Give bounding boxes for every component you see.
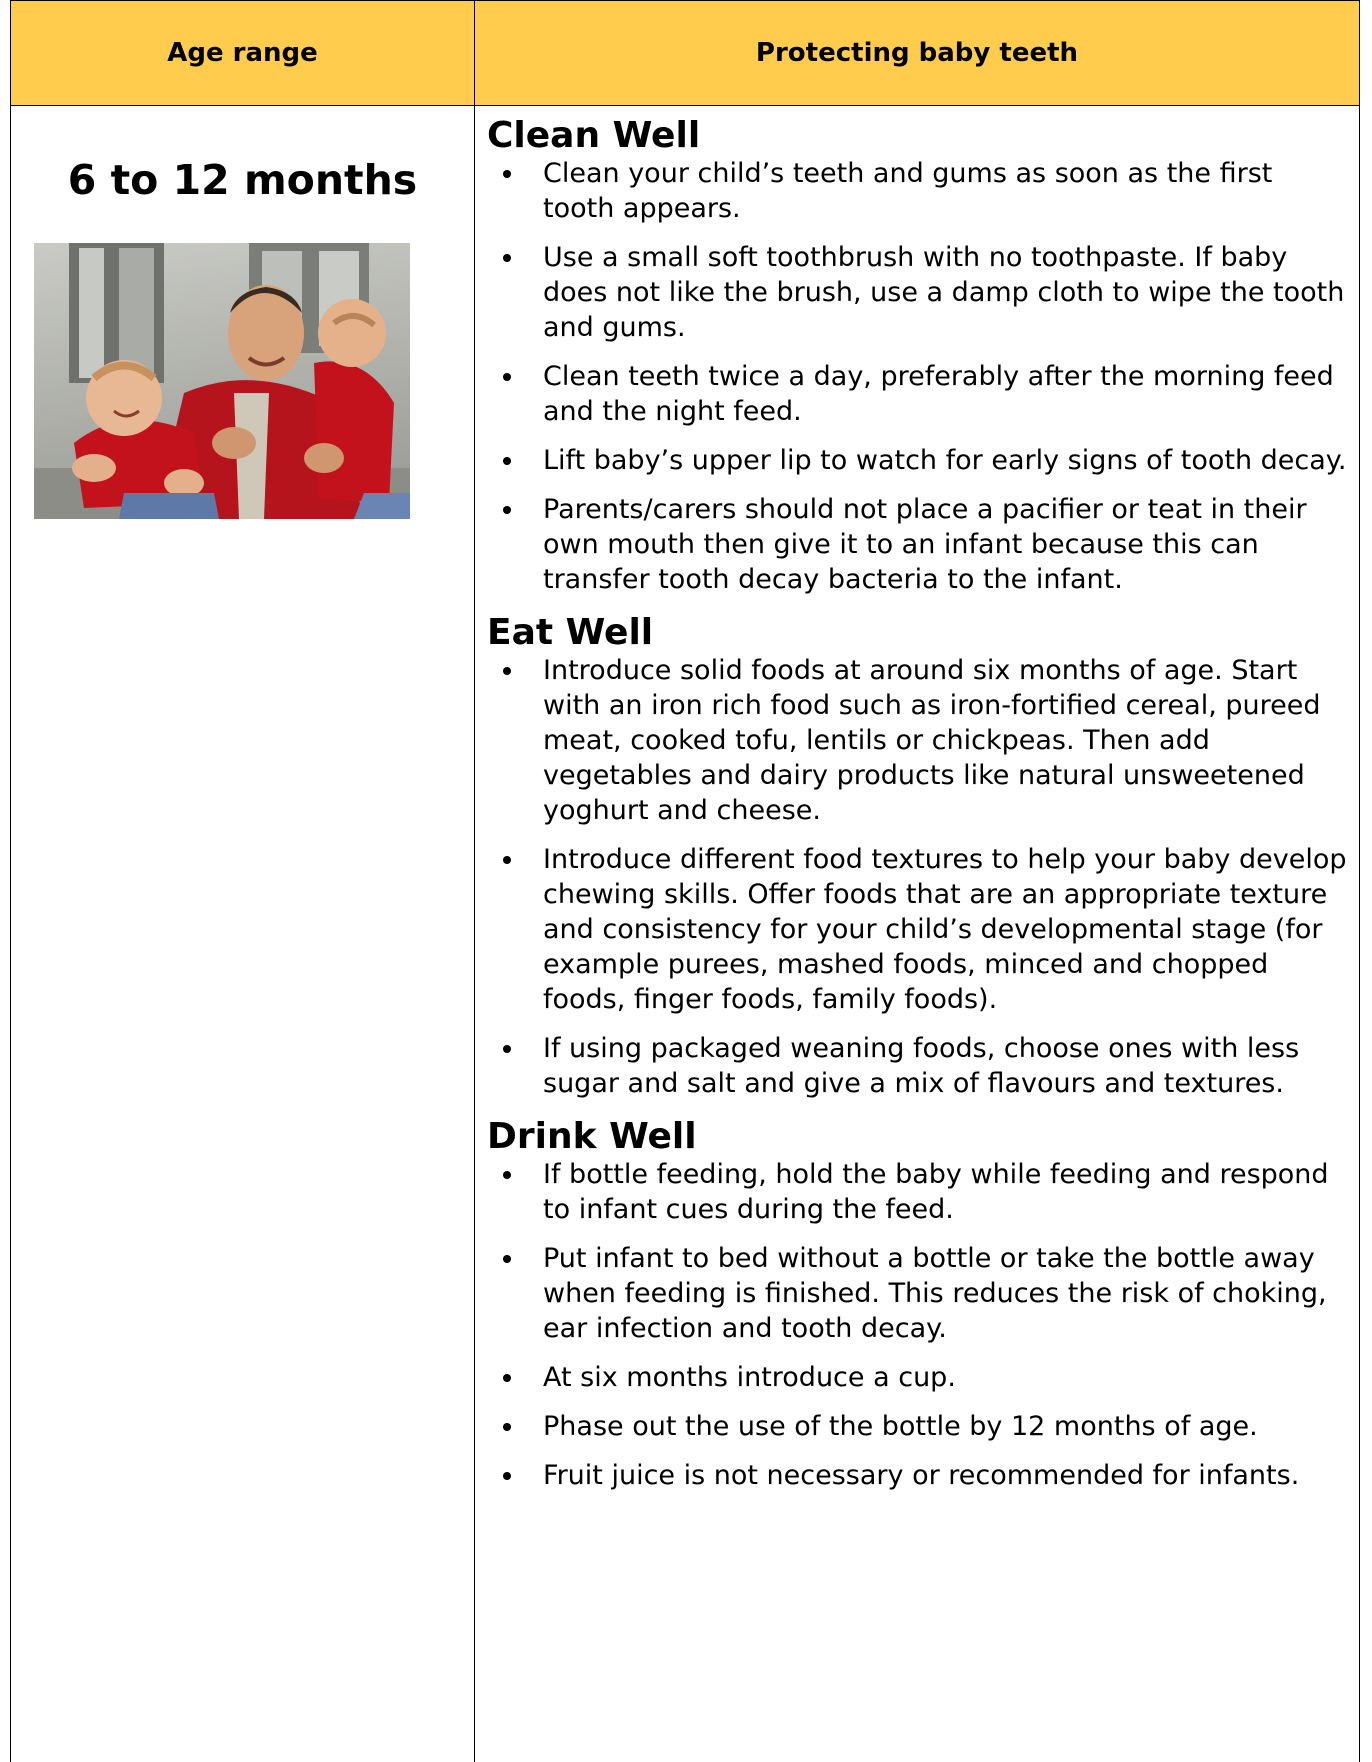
age-group-title: 6 to 12 months — [67, 156, 418, 204]
bullet-icon — [503, 1423, 511, 1431]
bullet-icon — [503, 373, 511, 381]
list-item — [487, 359, 1349, 429]
list-item — [487, 1241, 1349, 1346]
header-protecting-baby-teeth: Protecting baby teeth — [755, 38, 1079, 68]
bullet-icon — [503, 457, 511, 465]
bullet-icon — [503, 254, 511, 262]
table-header-row — [11, 0, 1359, 106]
section-drink-well — [487, 1117, 1349, 1493]
bullet-icon — [503, 506, 511, 514]
list-item-text: Use a small soft toothbrush with no toothpaste. If baby does not like the brush, use a damp cloth to wipe the tooth and gums. — [543, 242, 1345, 343]
list-item-text: Put infant to bed without a bottle or take the bottle away when feeding is finished. This reduces the risk of choking, ear infection and tooth decay. — [543, 1243, 1327, 1344]
list-item-text: Introduce different food textures to help your baby develop chewing skills. Offer foods that are an appropriate texture and consistency for your child’s developmental stage (for example purees, mashed foods, minced and chopped foods, finger foods, family foods). — [543, 844, 1347, 1015]
list-item — [487, 1458, 1349, 1493]
section-heading: Drink Well — [487, 1116, 697, 1157]
family-photo-image — [34, 243, 410, 519]
list-item — [487, 1031, 1349, 1101]
list-item — [487, 443, 1349, 478]
bullet-icon — [503, 1472, 511, 1480]
bullet-icon — [503, 1374, 511, 1382]
list-item — [487, 1409, 1349, 1444]
family-photo — [34, 243, 410, 519]
header-age-range: Age range — [167, 38, 318, 68]
bullet-list — [487, 156, 1349, 597]
protecting-content — [487, 116, 1349, 1507]
list-item-text: Clean teeth twice a day, preferably after the morning feed and the night feed. — [543, 361, 1334, 427]
list-item-text: Lift baby’s upper lip to watch for early signs of tooth decay. — [543, 445, 1347, 476]
list-item-text: Clean your child’s teeth and gums as soon as the first tooth appears. — [543, 158, 1273, 224]
list-item — [487, 240, 1349, 345]
bullet-list — [487, 653, 1349, 1101]
section-eat-well — [487, 613, 1349, 1101]
column-divider — [474, 0, 475, 1762]
list-item-text: Fruit juice is not necessary or recommended for infants. — [543, 1460, 1300, 1491]
guidance-table — [10, 0, 1360, 1762]
bullet-icon — [503, 1171, 511, 1179]
list-item-text: Introduce solid foods at around six months of age. Start with an iron rich food such as iron-fortified cereal, pureed meat, cooked tofu, lentils or chickpeas. Then add vegetables and dairy products like natural unsweetened yoghurt and cheese. — [543, 655, 1321, 826]
list-item — [487, 492, 1349, 597]
bullet-icon — [503, 856, 511, 864]
bullet-icon — [503, 1045, 511, 1053]
list-item — [487, 1360, 1349, 1395]
list-item — [487, 156, 1349, 226]
list-item — [487, 1157, 1349, 1227]
bullet-list — [487, 1157, 1349, 1493]
list-item — [487, 842, 1349, 1017]
list-item-text: Parents/carers should not place a pacifier or teat in their own mouth then give it to an infant because this can transfer tooth decay bacteria to the infant. — [543, 494, 1307, 595]
list-item-text: At six months introduce a cup. — [543, 1362, 956, 1393]
section-heading: Clean Well — [487, 115, 701, 156]
list-item-text: If using packaged weaning foods, choose ones with less sugar and salt and give a mix of flavours and textures. — [543, 1033, 1300, 1099]
bullet-icon — [503, 170, 511, 178]
section-clean-well — [487, 116, 1349, 597]
list-item-text: Phase out the use of the bottle by 12 months of age. — [543, 1411, 1258, 1442]
bullet-icon — [503, 1255, 511, 1263]
list-item — [487, 653, 1349, 828]
section-heading: Eat Well — [487, 612, 654, 653]
bullet-icon — [503, 667, 511, 675]
list-item-text: If bottle feeding, hold the baby while feeding and respond to infant cues during the feed. — [543, 1159, 1329, 1225]
